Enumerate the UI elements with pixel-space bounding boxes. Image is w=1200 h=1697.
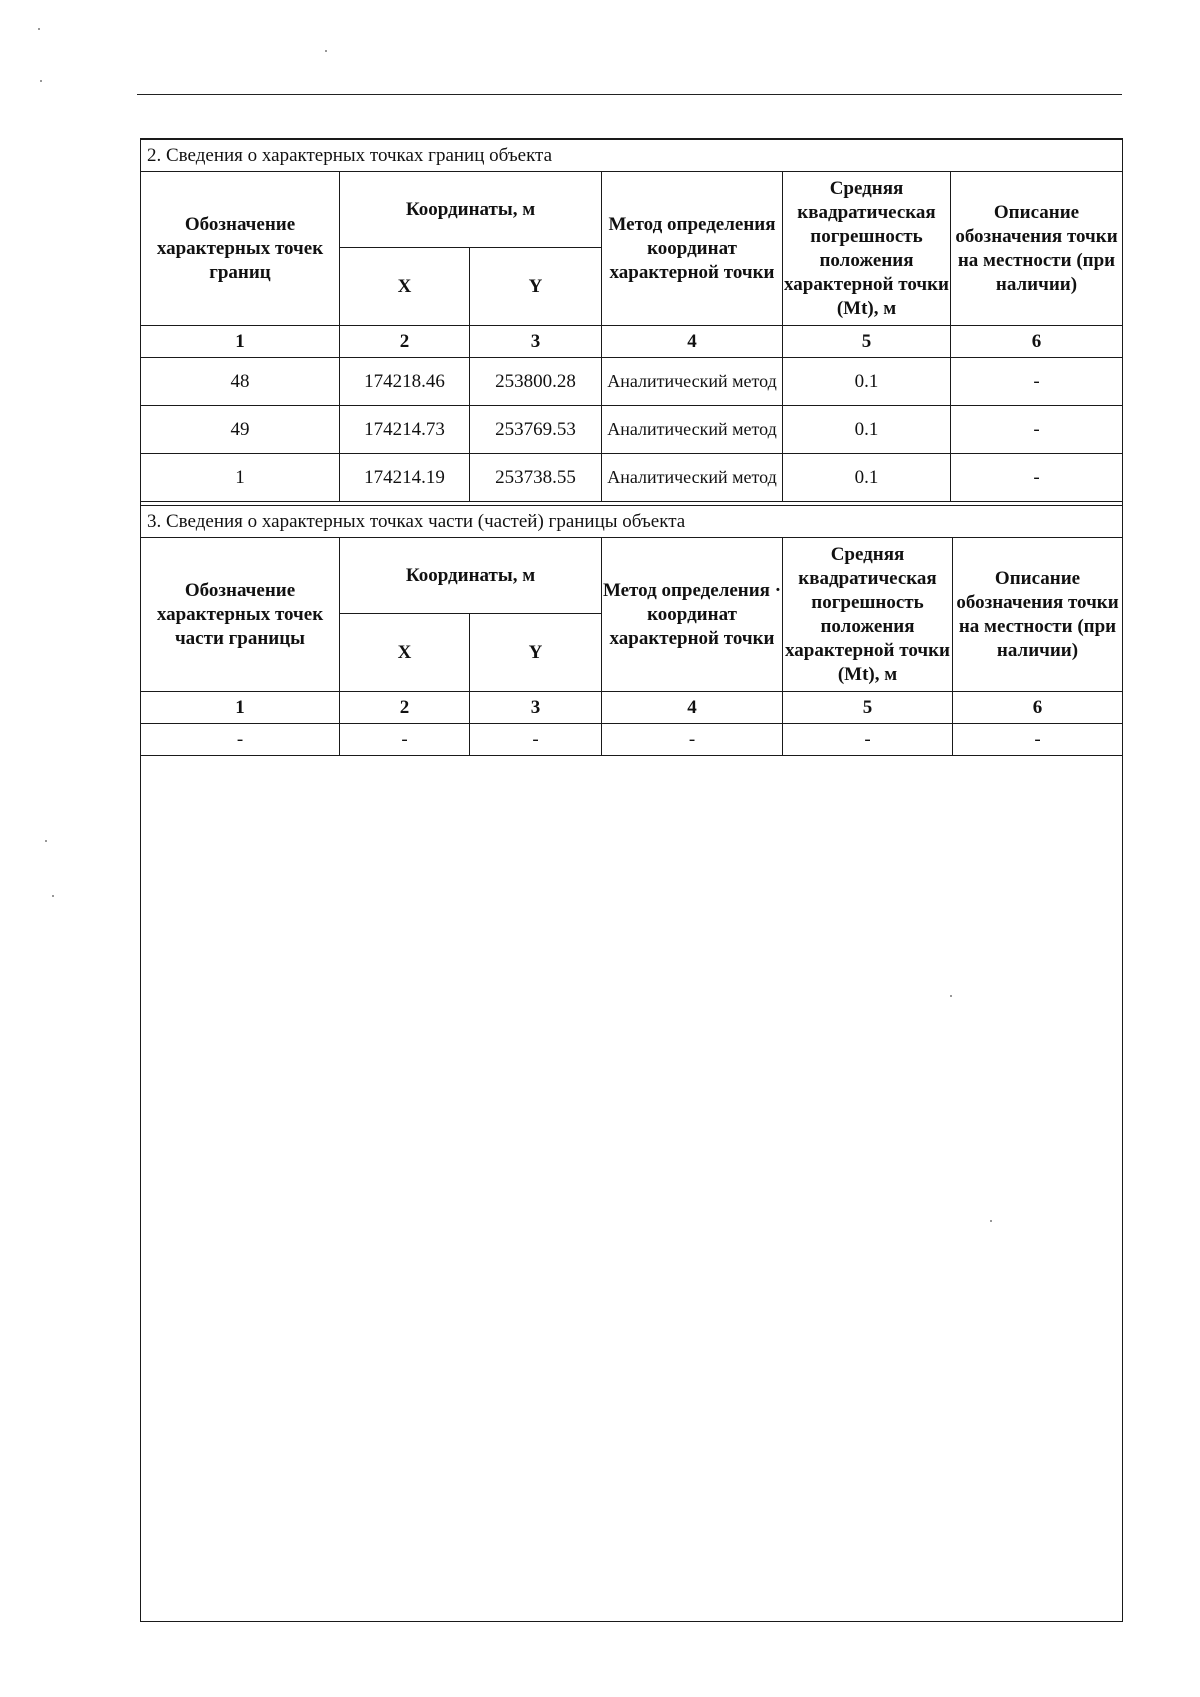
top-rule — [137, 94, 1122, 95]
column-number: 1 — [141, 326, 340, 358]
header-method: Метод определения координат характерной точки — [602, 172, 783, 326]
column-number: 3 — [470, 326, 602, 358]
description: - — [951, 406, 1123, 454]
header-coordinates: Координаты, м — [340, 172, 602, 248]
column-number: 4 — [602, 326, 783, 358]
column-number: 4 — [602, 692, 783, 724]
column-number: 5 — [783, 692, 953, 724]
coord-y: 253769.53 — [470, 406, 602, 454]
header-x: X — [340, 614, 470, 692]
header-error: Средняя квадратическая погрешность положения характерной точки (Mt), м — [783, 538, 953, 692]
column-number: 2 — [340, 326, 470, 358]
section-2-table — [140, 139, 1123, 502]
column-number: 6 — [951, 326, 1123, 358]
table-row — [141, 358, 1123, 406]
error: 0.1 — [783, 454, 951, 502]
point-id: 48 — [141, 358, 340, 406]
coord-y: 253800.28 — [470, 358, 602, 406]
header-x: X — [340, 248, 470, 326]
point-id: 49 — [141, 406, 340, 454]
error: - — [783, 724, 953, 756]
coord-x: - — [340, 724, 470, 756]
header-coordinates: Координаты, м — [340, 538, 602, 614]
column-number: 6 — [953, 692, 1123, 724]
coord-x: 174218.46 — [340, 358, 470, 406]
column-number: 3 — [470, 692, 602, 724]
column-number: 1 — [141, 692, 340, 724]
header-method: Метод определения · координат характерной точки — [602, 538, 783, 692]
column-number: 2 — [340, 692, 470, 724]
method: - — [602, 724, 783, 756]
header-designation: Обозначение характерных точек части границы — [141, 538, 340, 692]
error: 0.1 — [783, 406, 951, 454]
coord-y: 253738.55 — [470, 454, 602, 502]
point-id: 1 — [141, 454, 340, 502]
description: - — [951, 454, 1123, 502]
section-2-title: 2. Сведения о характерных точках границ объекта — [141, 140, 1123, 172]
point-id: - — [141, 724, 340, 756]
description: - — [951, 358, 1123, 406]
coord-x: 174214.19 — [340, 454, 470, 502]
method: Аналитический метод — [602, 454, 783, 502]
header-designation: Обозначение характерных точек границ — [141, 172, 340, 326]
header-y: Y — [470, 614, 602, 692]
header-description: Описание обозначения точки на местности (при наличии) — [953, 538, 1123, 692]
method: Аналитический метод — [602, 358, 783, 406]
table-row — [141, 724, 1123, 756]
section-3-table — [140, 505, 1123, 756]
table-row — [141, 406, 1123, 454]
column-number: 5 — [783, 326, 951, 358]
header-y: Y — [470, 248, 602, 326]
method: Аналитический метод — [602, 406, 783, 454]
coord-x: 174214.73 — [340, 406, 470, 454]
error: 0.1 — [783, 358, 951, 406]
coord-y: - — [470, 724, 602, 756]
header-description: Описание обозначения точки на местности (при наличии) — [951, 172, 1123, 326]
header-error: Средняя квадратическая погрешность положения характерной точки (Mt), м — [783, 172, 951, 326]
table-row — [141, 454, 1123, 502]
description: - — [953, 724, 1123, 756]
section-3-title: 3. Сведения о характерных точках части (частей) границы объекта — [141, 506, 1123, 538]
